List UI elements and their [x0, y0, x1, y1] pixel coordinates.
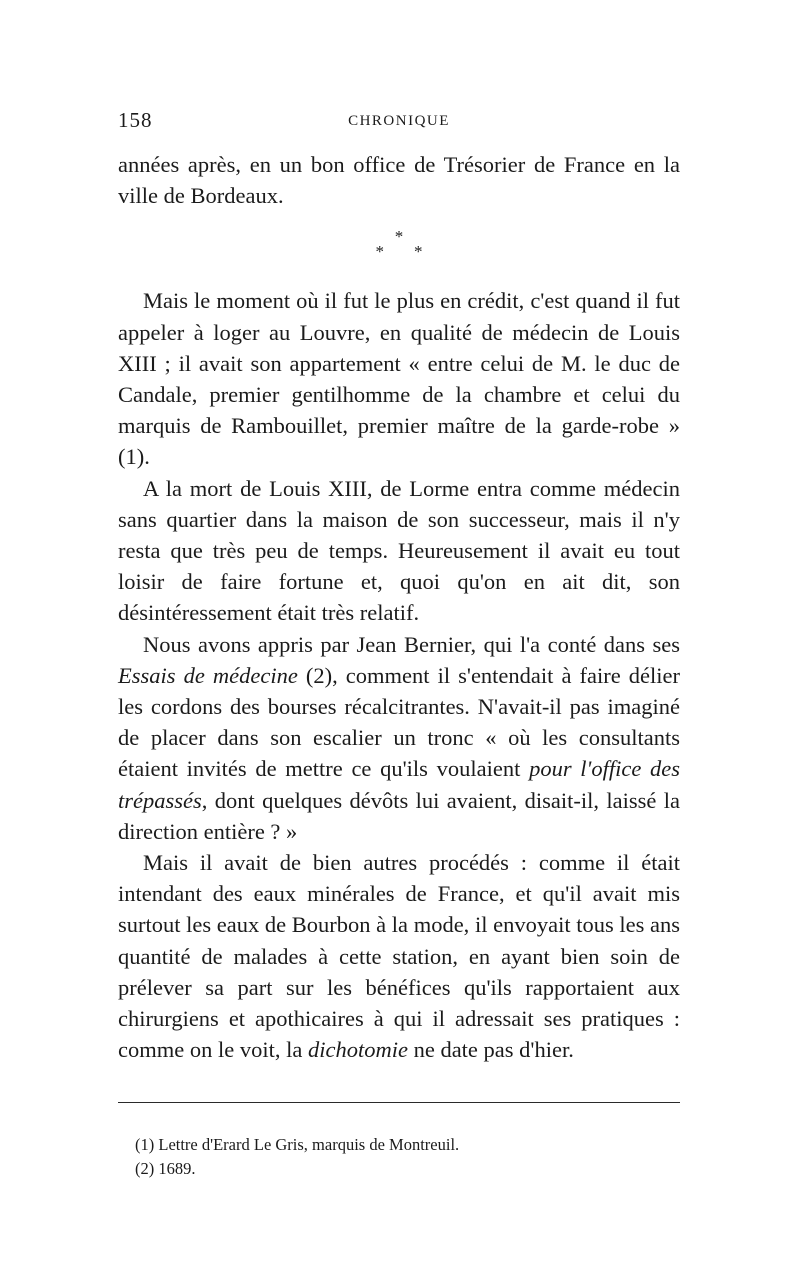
asterism-separator	[118, 229, 680, 275]
page-number: 158	[118, 108, 153, 132]
asterism-top-star: *	[394, 227, 404, 247]
paragraph-bourbon-waters	[118, 847, 680, 1065]
footnote-1: (1) Lettre d'Erard Le Gris, marquis de Montreuil.	[135, 1135, 460, 1155]
paragraph-louis-xiii-death: A la mort de Louis XIII, de Lorme entra comme médecin sans quartier dans la maison de son successeur, mais il n'y resta que très peu de temps. Heureusement il avait eu tout loisir de faire fortune et, quoi qu'on en ait dit, son désintéressement était très relatif.	[118, 475, 680, 626]
italic-phrase: pour l'office des trépassés	[118, 756, 680, 813]
running-head: CHRONIQUE	[348, 113, 450, 129]
text-run: Mais il avait de bien autres procédés : comme il était intendant des eaux minérales de France, et qu'il avait mis surtout les eaux de Bourbon à la mode, il envoyait tous les ans quantité de malades à cette station, en ayant bien soin de prélever sa part sur les bénéfices qu'ils rapportaient aux chirurgiens et apothicaires à qui il adressait ses pratiques : comme on le voit, la	[118, 850, 680, 1063]
page-header	[118, 108, 680, 138]
footnote-divider	[118, 1102, 680, 1103]
paragraph-bernier	[118, 629, 680, 847]
footnotes	[118, 1133, 680, 1181]
paragraph-continued: années après, en un bon office de Trésorier de France en la ville de Bordeaux.	[118, 152, 680, 209]
paragraph-louvre: Mais le moment où il fut le plus en crédit, c'est quand il fut appeler à loger au Louvre, en qualité de médecin de Louis XIII ; il avait son appartement « entre celui de M. le duc de Candale, premier gentilhomme de la chambre et celui du marquis de Rambouillet, premier maître de la garde-robe » (1).	[118, 288, 680, 470]
footnote-2: (2) 1689.	[135, 1159, 196, 1179]
page-body	[118, 149, 680, 1065]
italic-title: Essais de médecine	[118, 662, 298, 688]
text-run: Nous avons appris par Jean Bernier, qui l'a conté dans ses	[143, 631, 680, 657]
text-run: (2), comment il s'entendait à faire délier les cordons des bourses récalcitrantes. N'avait-il pas imaginé de placer dans son escalier un tronc « où les consultants étaient invités de mettre ce qu'ils voulaient	[118, 662, 680, 782]
italic-term: dichotomie	[307, 1037, 408, 1063]
book-page	[118, 108, 680, 1181]
text-run: , dont quelques dévôts lui avaient, disait-il, laissé la direction entière ? »	[118, 787, 680, 844]
asterism-left-star: *	[375, 242, 384, 262]
asterism-right-star: *	[414, 242, 423, 262]
text-run: ne date pas d'hier.	[407, 1037, 574, 1063]
